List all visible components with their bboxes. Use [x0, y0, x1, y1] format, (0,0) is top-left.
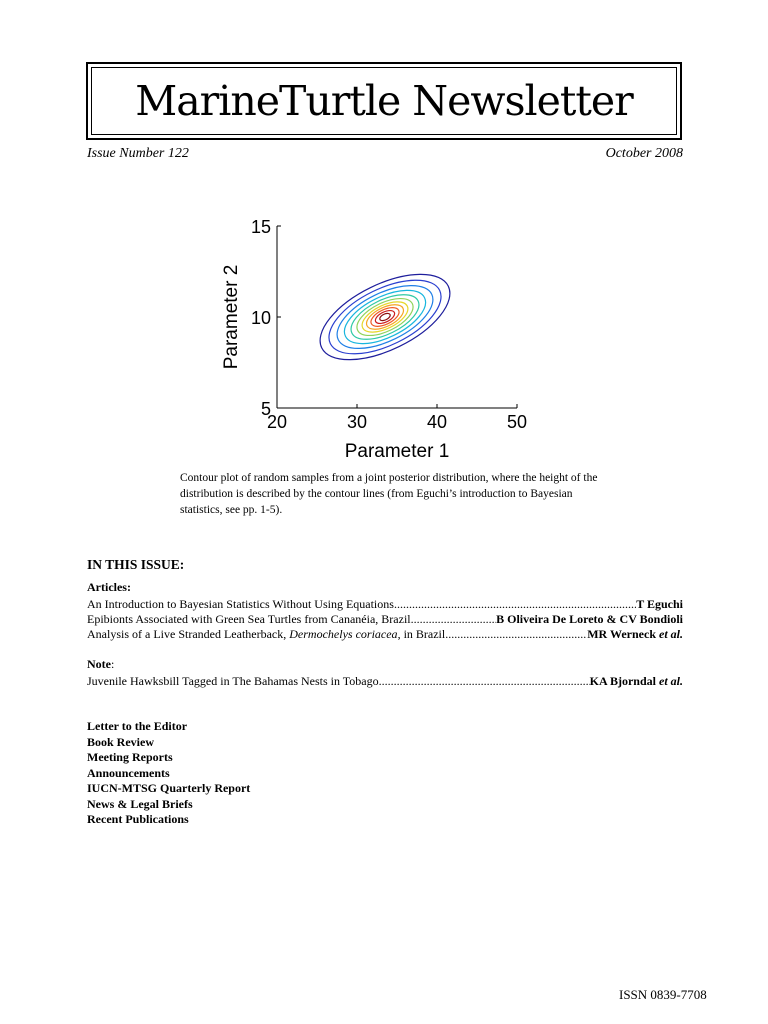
issue-number: Issue Number 122 [87, 146, 189, 161]
toc-author: B Oliveira De Loreto & CV Bondioli [496, 612, 683, 626]
toc-author: T Eguchi [636, 597, 683, 611]
issn: ISSN 0839-7708 [619, 987, 707, 1002]
toc-leader [445, 626, 587, 642]
section-letter-to-editor: Letter to the Editor [87, 719, 188, 733]
note-label: Note: [87, 657, 115, 671]
figure-caption: Contour plot of random samples from a joint posterior distribution, where the height of the distribution is described by the contour lines (from Eguchi’s introduction to Bayesian statistics, see pp. 1-5). [180, 472, 598, 516]
y-tick-label: 15 [250, 217, 271, 237]
toc-leader [379, 673, 590, 689]
contour-levels [307, 257, 462, 378]
toc-row-article-1 [87, 596, 683, 612]
toc-row-article-2 [87, 611, 683, 627]
masthead [86, 62, 682, 140]
toc-leader [394, 596, 636, 612]
toc-row-article-3 [87, 626, 683, 642]
x-tick-label: 50 [506, 412, 528, 432]
toc-title: Juvenile Hawksbill Tagged in The Bahamas Nests in Tobago [87, 674, 379, 688]
y-tick-label: 5 [260, 399, 271, 419]
section-quarterly-report: IUCN-MTSG Quarterly Report [87, 781, 251, 795]
contour-level-2 [318, 265, 452, 369]
section-recent-publications: Recent Publications [87, 812, 189, 826]
contour-plot [205, 212, 545, 464]
x-axis-label: Parameter 1 [344, 441, 450, 462]
toc-title: Epibionts Associated with Green Sea Turtles from Cananéia, Brazil [87, 612, 411, 626]
section-announcements: Announcements [87, 765, 170, 780]
x-tick-label: 30 [346, 412, 368, 432]
section-news-legal: News & Legal Briefs [87, 796, 193, 811]
x-tick-label: 20 [266, 412, 288, 432]
x-tick-label: 40 [426, 412, 448, 432]
in-this-issue-heading: IN THIS ISSUE: [87, 557, 185, 572]
contour-level-1 [307, 257, 462, 378]
y-ticks [251, 217, 281, 419]
toc-leader [411, 611, 497, 627]
section-meeting-reports: Meeting Reports [87, 750, 173, 764]
section-book-review: Book Review [87, 734, 154, 749]
articles-label: Articles: [87, 580, 131, 594]
masthead-frame [91, 67, 677, 135]
issue-line [87, 146, 683, 162]
toc-title: An Introduction to Bayesian Statistics Without Using Equations [87, 597, 394, 611]
y-tick-label: 10 [250, 308, 271, 328]
other-sections-list [87, 719, 250, 828]
toc-row-note-1 [87, 673, 683, 689]
masthead-title: MarineTurtle Newsletter [135, 77, 633, 125]
toc-author: MR Werneck et al. [587, 627, 683, 641]
issue-date: October 2008 [605, 146, 683, 161]
toc-author: KA Bjorndal et al. [589, 674, 683, 688]
toc-title: Analysis of a Live Stranded Leatherback, Dermochelys coriacea, in Brazil [87, 627, 446, 641]
y-axis-label: Parameter 2 [221, 264, 242, 370]
